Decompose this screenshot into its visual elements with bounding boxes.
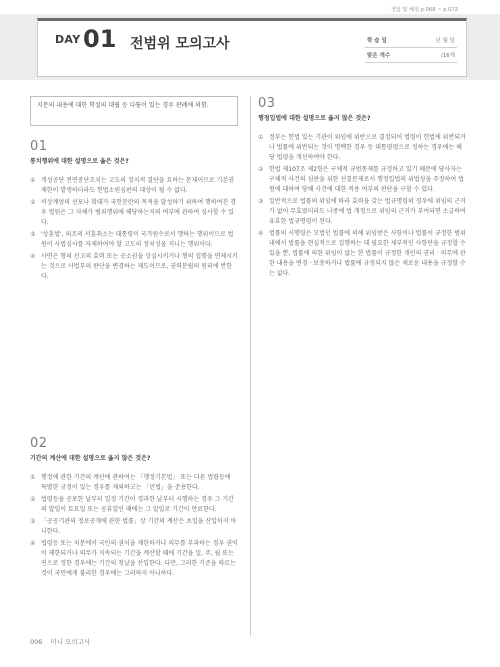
option-text: 개성공단 전면중단조치는 고도의 정치적 결단을 요하는 문제이므로 기본권 제한이 발생하더라도 헌법소원심판의 대상이 될 수 없다. — [41, 177, 235, 194]
page-footer — [30, 637, 90, 646]
answer-option-2[interactable] — [30, 198, 238, 228]
answer-reference: 정답 및 해설 p.068 ~ p.072 — [391, 7, 458, 13]
option-text: 헌법 제107조 제2항은 구체적 규범통제를 규정하고 있기 때문에 당사자는 구체적 사건의 심판을 위한 선결문제로서 행정입법의 위법성을 주장하여 법원에 대하여 당해 사건에 대한 적용 여부의 판단을 구할 수 있다. — [269, 166, 464, 193]
instruction-box: 지문의 내용에 대한 학설의 대립 등 다툼이 있는 경우 판례에 의함. — [30, 96, 238, 126]
score-table — [365, 33, 457, 63]
question-prompt: 기간의 계산에 대한 설명으로 옳지 않은 것은? — [30, 455, 151, 462]
question-number: 01 — [30, 139, 48, 154]
option-marker: ④ — [258, 230, 264, 237]
answer-option-4[interactable] — [258, 229, 466, 279]
option-text: 사면은 형의 선고의 효력 또는 공소권을 상실시키거나 형의 집행을 면제시키는 것으로 사법부의 판단을 변경하는 제도이므로, 권력분립의 원리에 반한다. — [41, 253, 238, 280]
option-marker: ② — [30, 199, 36, 206]
option-marker: ④ — [30, 540, 36, 547]
exam-title: 전범위 모의고사 — [130, 36, 230, 52]
answer-option-1[interactable] — [30, 473, 238, 493]
option-text: 정부는 헌법 있는 기관이 위임에 위반으로 결정되어 법령이 헌법에 위반되거나 법률에 위반되는 것이 명백한 경우 등 대통령령으로 정하는 경우에는 해당 법령을 개선하여야 한다. — [269, 134, 466, 161]
option-marker: ③ — [30, 518, 36, 525]
option-text: '상훈법', 외조의 서훈취소는 대통령이 국가원수로서 행하는 행위이므로 법원이 사법심사를 자제하여야 할 고도의 정치성을 지니는 행위이다. — [41, 231, 234, 248]
option-marker: ④ — [30, 253, 36, 260]
study-date-label: 학 습 일 — [365, 33, 414, 48]
option-text: 「공공기관의 정보공개에 관한 법률」상 기간의 계산은 초일을 산입하지 아니한다. — [41, 518, 237, 535]
answer-option-2[interactable] — [258, 165, 466, 195]
question-03 — [258, 96, 466, 281]
answer-option-2[interactable] — [30, 495, 238, 515]
day-label: DAY — [55, 33, 81, 46]
option-marker: ① — [30, 474, 36, 481]
answer-option-4[interactable] — [30, 539, 238, 579]
correct-count-value: /16개 — [414, 48, 457, 63]
day-number: 01 — [83, 25, 117, 53]
option-text: 일반적으로 법률의 위임에 따라 효력을 갖는 법규명령의 경우에 위임의 근거가 없어 무효였더라도 나중에 법 개정으로 위임의 근거가 부여되면 소급하여 유효한 법규명령이 된다. — [269, 198, 466, 225]
option-marker: ① — [258, 134, 264, 141]
column-divider — [250, 96, 251, 636]
title-box — [37, 18, 467, 77]
question-01 — [30, 139, 238, 284]
question-number: 03 — [258, 96, 276, 111]
option-marker: ③ — [258, 198, 264, 205]
option-marker: ② — [30, 496, 36, 503]
option-text: 비상계엄의 선포나 확대가 국헌문란의 목적을 달성하기 위하여 행하여진 경우 법원은 그 자체가 범죄행위에 해당하는지의 여부에 관하여 심사할 수 있다. — [41, 199, 236, 226]
question-number: 02 — [30, 436, 48, 451]
footer-label: 미니 모의고사 — [50, 638, 91, 646]
answer-option-4[interactable] — [30, 252, 238, 282]
question-prompt: 행정입법에 대한 설명으로 옳지 않은 것은? — [258, 115, 371, 122]
answer-option-1[interactable] — [258, 133, 466, 163]
page-number: 006 — [30, 638, 43, 646]
answer-option-3[interactable] — [30, 230, 238, 250]
study-date-value: 년 월 일 — [414, 33, 457, 48]
answer-option-3[interactable] — [30, 517, 238, 537]
option-marker: ① — [30, 177, 36, 184]
answer-option-3[interactable] — [258, 197, 466, 227]
correct-count-label: 맞은 개수 — [365, 48, 414, 63]
question-02 — [30, 436, 238, 581]
option-text: 행정에 관한 기간의 계산에 관하여는 「행정기본법」 또는 다른 법령등에 특별한 규정이 있는 경우를 제외하고는 「민법」을 준용한다. — [41, 474, 231, 491]
option-text: 법령등 또는 처분에서 국민의 권익을 제한하거나 의무를 부과하는 경우 권익이 제한되거나 의무가 지속되는 기간을 계산할 때에 기간을 일, 주, 월 또는 연으로 정한 경우에는 기간의 첫날을 산입한다. 다만, 그러한 기준을 따르는 것이 국민에게 불리한 경우에는 그러하지 아니하다. — [41, 540, 238, 577]
option-text: 법률의 시행령은 모법인 법률에 의해 위임받은 사항이나 법률이 규정한 범위 내에서 법률을 현실적으로 집행하는 데 필요한 세부적인 사항만을 규정할 수 있을 뿐, 법률에 의한 위임이 없는 한 법률이 규정한 개인의 권리 · 의무에 관한 내용을 변경 · 보충하거나 법률에 규정되지 않은 새로운 내용을 규정할 수는 없다. — [269, 230, 466, 277]
answer-option-1[interactable] — [30, 176, 238, 196]
option-marker: ② — [258, 166, 264, 173]
option-marker: ③ — [30, 231, 36, 238]
question-prompt: 통치행위에 대한 설명으로 옳은 것은? — [30, 158, 129, 165]
option-text: 법령등을 공포한 날부터 일정 기간이 경과한 날부터 시행하는 경우 그 기간의 말일이 토요일 또는 공휴일인 때에는 그 말일로 기간이 만료한다. — [41, 496, 234, 513]
